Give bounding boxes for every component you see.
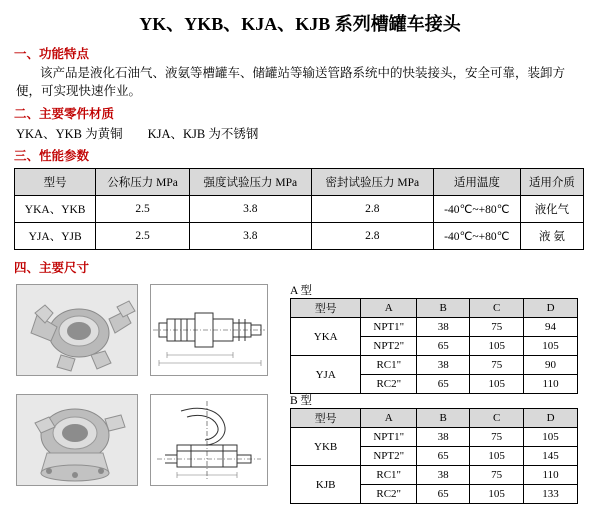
cell-strength-pressure: 3.8 <box>189 223 311 250</box>
table-row <box>291 428 578 447</box>
th-d: D <box>524 409 578 428</box>
cell-b: 65 <box>417 375 470 394</box>
cell-a: NPT2" <box>361 447 417 466</box>
cell-medium: 液 氨 <box>520 223 583 250</box>
cell-b: 38 <box>417 428 470 447</box>
th-strength-pressure: 强度试验压力 MPa <box>189 169 311 196</box>
th-nominal-pressure: 公称压力 MPa <box>96 169 190 196</box>
cell-c: 105 <box>470 337 524 356</box>
product-photo-type-a <box>16 284 138 376</box>
dimension-table-type-b <box>290 408 578 504</box>
cell-a: NPT1" <box>361 318 417 337</box>
page-title: YK、YKB、KJA、KJB 系列槽罐车接头 <box>139 14 461 34</box>
performance-table <box>14 168 584 250</box>
cell-d: 90 <box>524 356 578 375</box>
cell-c: 75 <box>470 428 524 447</box>
cell-a: RC2" <box>361 485 417 504</box>
dimensions-area <box>0 280 600 510</box>
th-c: C <box>470 299 524 318</box>
cell-a: RC2" <box>361 375 417 394</box>
th-a: A <box>361 409 417 428</box>
table-header-row <box>291 299 578 318</box>
coupling-photo-a-graphic <box>17 285 137 375</box>
cell-a: RC1" <box>361 466 417 485</box>
cell-medium: 液化气 <box>520 196 583 223</box>
cell-nominal-pressure: 2.5 <box>96 196 190 223</box>
technical-drawing-a-graphic <box>151 285 267 375</box>
table-row <box>15 223 584 250</box>
cell-c: 105 <box>470 447 524 466</box>
section-heading-dimensions: 四、主要尺寸 <box>14 261 90 276</box>
cell-d: 133 <box>524 485 578 504</box>
th-model: 型号 <box>291 299 361 318</box>
features-text: 该产品是液化石油气、液氨等槽罐车、储罐站等输送管路系统中的快装接头，安全可靠，装卸方便，可实现快速作业。 <box>16 66 566 99</box>
th-b: B <box>417 299 470 318</box>
coupling-photo-b-graphic <box>17 395 137 485</box>
cell-model: YJA、YJB <box>15 223 96 250</box>
table-header-row <box>15 169 584 196</box>
cell-a: NPT1" <box>361 428 417 447</box>
cell-model: KJB <box>291 466 361 504</box>
cell-nominal-pressure: 2.5 <box>96 223 190 250</box>
drawing-type-a <box>150 284 268 376</box>
cell-c: 75 <box>470 466 524 485</box>
table-row <box>15 196 584 223</box>
cell-model: YKA <box>291 318 361 356</box>
cell-d: 105 <box>524 428 578 447</box>
cell-b: 65 <box>417 337 470 356</box>
cell-c: 75 <box>470 318 524 337</box>
cell-c: 105 <box>470 485 524 504</box>
cell-b: 65 <box>417 485 470 504</box>
table-row <box>291 318 578 337</box>
cell-temperature: -40℃~+80℃ <box>433 196 520 223</box>
th-c: C <box>470 409 524 428</box>
cell-b: 38 <box>417 356 470 375</box>
cell-strength-pressure: 3.8 <box>189 196 311 223</box>
cell-b: 65 <box>417 447 470 466</box>
th-temperature: 适用温度 <box>433 169 520 196</box>
technical-drawing-b-graphic <box>151 395 267 485</box>
section-heading-performance: 三、性能参数 <box>14 149 90 164</box>
dimension-table-type-a <box>290 298 578 394</box>
th-a: A <box>361 299 417 318</box>
cell-model: YKB <box>291 428 361 466</box>
table-row <box>291 466 578 485</box>
cell-b: 38 <box>417 466 470 485</box>
cell-model: YJA <box>291 356 361 394</box>
th-medium: 适用介质 <box>520 169 583 196</box>
cell-b: 38 <box>417 318 470 337</box>
cell-c: 75 <box>470 356 524 375</box>
cell-d: 110 <box>524 375 578 394</box>
th-model: 型号 <box>15 169 96 196</box>
th-b: B <box>417 409 470 428</box>
th-d: D <box>524 299 578 318</box>
cell-a: RC1" <box>361 356 417 375</box>
type-b-label: B 型 <box>290 395 313 408</box>
cell-temperature: -40℃~+80℃ <box>433 223 520 250</box>
table-row <box>291 356 578 375</box>
cell-d: 110 <box>524 466 578 485</box>
cell-d: 94 <box>524 318 578 337</box>
cell-d: 105 <box>524 337 578 356</box>
product-photo-type-b <box>16 394 138 486</box>
th-seal-pressure: 密封试验压力 MPa <box>311 169 433 196</box>
cell-d: 145 <box>524 447 578 466</box>
cell-c: 105 <box>470 375 524 394</box>
drawing-type-b <box>150 394 268 486</box>
cell-seal-pressure: 2.8 <box>311 196 433 223</box>
cell-model: YKA、YKB <box>15 196 96 223</box>
section-heading-features: 一、功能特点 <box>14 47 90 61</box>
cell-a: NPT2" <box>361 337 417 356</box>
type-a-label: A 型 <box>290 285 313 298</box>
material-text: YKA、YKB 为黄铜 KJA、KJB 为不锈钢 <box>16 127 259 142</box>
th-model: 型号 <box>291 409 361 428</box>
table-header-row <box>291 409 578 428</box>
section-heading-material: 二、主要零件材质 <box>14 107 115 122</box>
cell-seal-pressure: 2.8 <box>311 223 433 250</box>
